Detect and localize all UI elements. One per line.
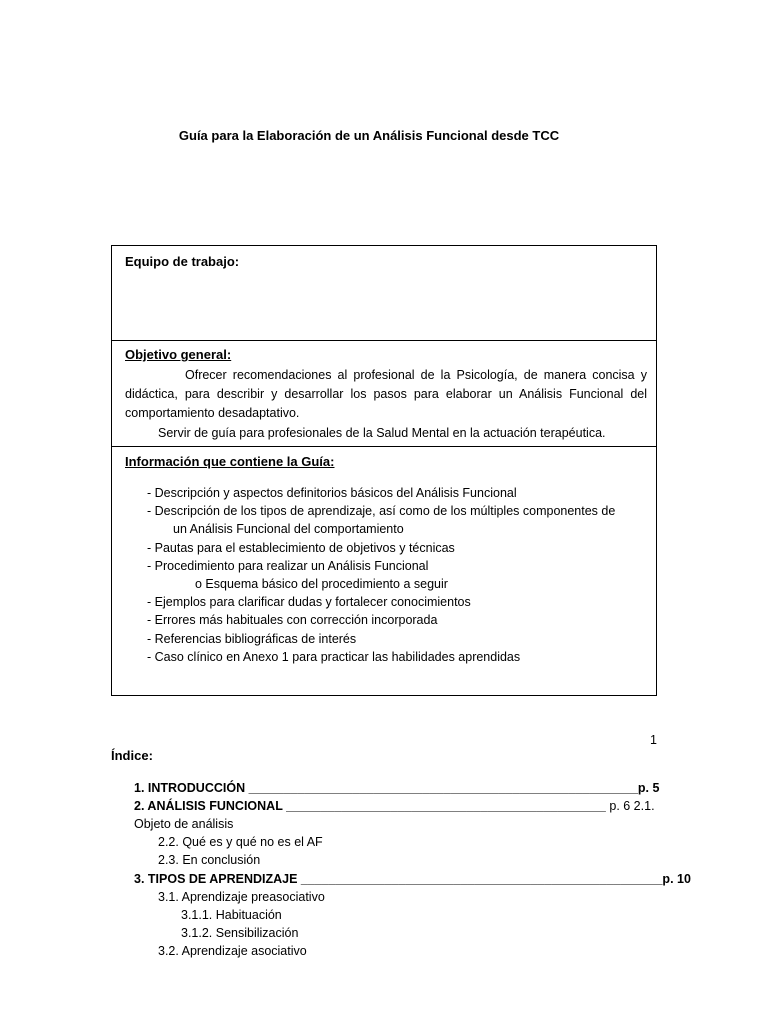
list-item: - Caso clínico en Anexo 1 para practicar las habilidades aprendidas (147, 649, 521, 664)
list-item: o Esquema básico del procedimiento a seguir (195, 577, 448, 592)
toc-line: 1. INTRODUCCIÓN ________________________________________________________p. 5 (134, 781, 660, 795)
toc-line: 3. TIPOS DE APRENDIZAJE ____________________________________________________p. 10 (134, 872, 691, 886)
document-title: Guía para la Elaboración de un Análisis Funcional desde TCC (178, 128, 560, 143)
list-item: - Pautas para el establecimiento de objetivos y técnicas (147, 540, 455, 555)
toc-line (134, 797, 655, 815)
list-item: - Errores más habituales con corrección incorporada (147, 613, 438, 628)
toc-line: 3.1.1. Habituación (181, 908, 282, 922)
list-item: - Ejemplos para clarificar dudas y fortalecer conocimientos (147, 595, 471, 610)
list-item: - Descripción de los tipos de aprendizaje, así como de los múltiples componentes de (147, 504, 616, 519)
toc-line: 3.1.2. Sensibilización (181, 926, 299, 940)
objective-box (111, 340, 657, 447)
team-heading: Equipo de trabajo: (125, 254, 240, 269)
toc-line-text: 2. ANÁLISIS FUNCIONAL ______________________________________________ (134, 799, 606, 813)
info-list (147, 484, 615, 666)
list-item: - Descripción y aspectos definitorios básicos del Análisis Funcional (147, 486, 517, 500)
list-item: - Referencias bibliográficas de interés (147, 631, 357, 646)
toc-line: 2.3. En conclusión (158, 853, 261, 867)
objective-paragraph-1: Ofrecer recomendaciones al profesional de la Psicología, de manera concisa y didáctica, para describir y desarrollar los pasos para elaborar un Análisis Funcional del comportamiento desadaptativo. (125, 368, 647, 420)
objective-paragraph-2: Servir de guía para profesionales de la Salud Mental en la actuación terapéutica. (158, 426, 606, 440)
list-item: - Procedimiento para realizar un Análisis Funcional (147, 558, 429, 573)
info-box (111, 446, 657, 696)
toc-line: 2.2. Qué es y qué no es el AF (158, 835, 323, 849)
list-item: un Análisis Funcional del comportamiento (173, 522, 404, 537)
page-number: 1 (650, 733, 657, 747)
toc-line: Objeto de análisis (134, 817, 234, 831)
index-heading: Índice: (111, 748, 153, 763)
objective-heading: Objetivo general: (125, 347, 232, 362)
toc-line: 3.2. Aprendizaje asociativo (158, 944, 307, 958)
toc-line-tail: p. 6 2.1. (605, 799, 655, 813)
team-box (111, 245, 657, 341)
info-heading: Información que contiene la Guía: (125, 454, 335, 469)
toc-line: 3.1. Aprendizaje preasociativo (158, 890, 325, 904)
